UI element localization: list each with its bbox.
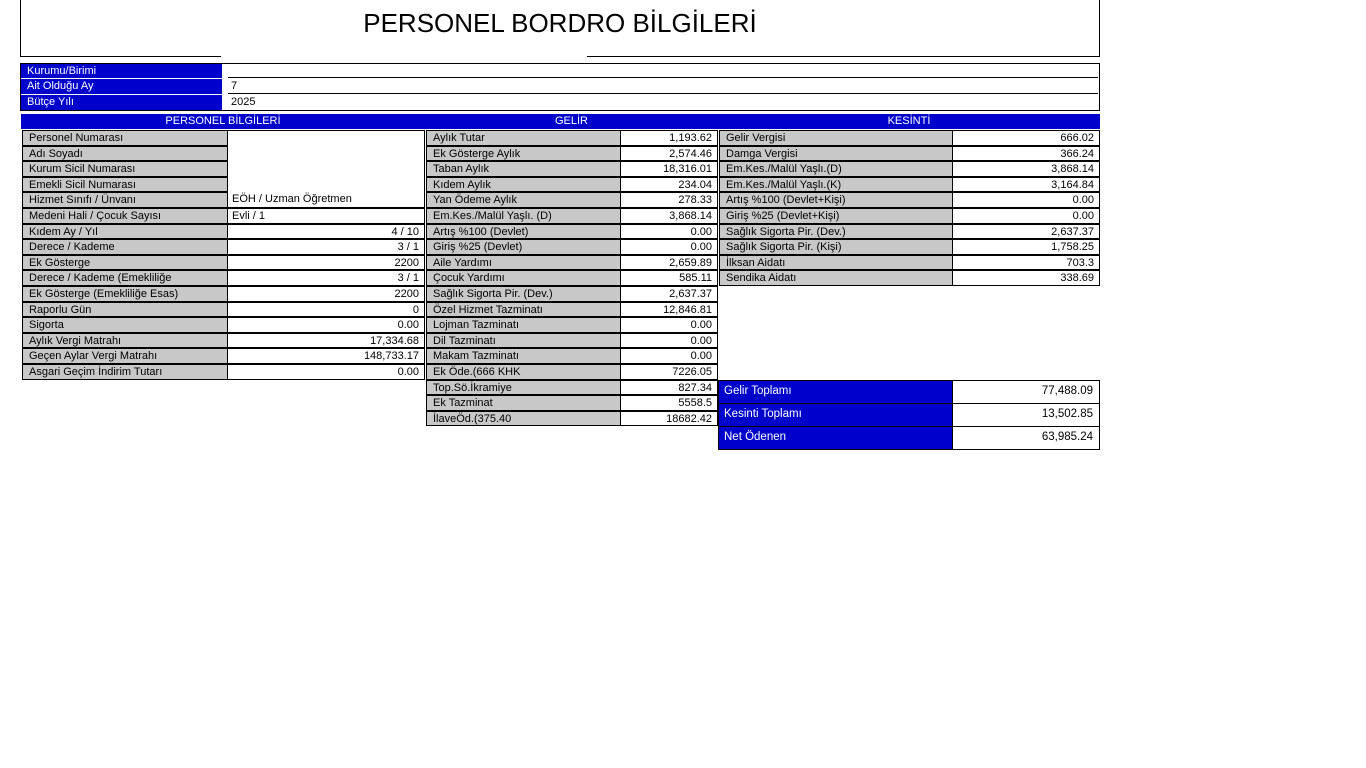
total-value: 13,502.85	[952, 403, 1100, 427]
gelir-row-value: 585.11	[620, 270, 718, 286]
kesinti-row-value: 0.00	[952, 192, 1100, 208]
gelir-row-label: Giriş %25 (Devlet)	[426, 239, 621, 255]
title-frame-gap	[221, 55, 587, 59]
gelir-row-value: 18682.42	[620, 411, 718, 426]
personel-row-label: Ek Gösterge	[22, 255, 228, 270]
ay-label: Ait Olduğu Ay	[21, 79, 222, 94]
gelir-row-value: 0.00	[620, 333, 718, 348]
total-label: Net Ödenen	[718, 426, 953, 450]
kurum-label: Kurumu/Birimi	[21, 64, 222, 78]
personel-row-label: Geçen Aylar Vergi Matrahı	[22, 348, 228, 364]
total-value: 63,985.24	[952, 426, 1100, 450]
kesinti-row-value: 666.02	[952, 130, 1100, 146]
gelir-row-label: Taban Aylık	[426, 161, 621, 177]
gelir-row-label: Ek Gösterge Aylık	[426, 146, 621, 161]
total-label: Kesinti Toplamı	[718, 403, 953, 427]
personel-row-value	[227, 161, 425, 177]
personel-row-label: Medeni Hali / Çocuk Sayısı	[22, 208, 228, 224]
gelir-row-label: Aylık Tutar	[426, 130, 621, 146]
kesinti-row-label: Artış %100 (Devlet+Kişi)	[719, 192, 953, 208]
personel-row-label: Derece / Kademe (Emekliliğe	[22, 270, 228, 286]
gelir-row-value: 0.00	[620, 224, 718, 239]
yil-value: 2025	[231, 96, 256, 108]
personel-row-label: Personel Numarası	[22, 130, 228, 146]
personel-row-label: Sigorta	[22, 317, 228, 333]
personel-row-label: Hizmet Sınıfı / Ünvanı	[22, 192, 228, 208]
kesinti-row-label: Sendika Aidatı	[719, 270, 953, 286]
personel-row-value: 4 / 10	[227, 224, 425, 239]
gelir-row-label: Kıdem Aylık	[426, 177, 621, 192]
personel-row-label: Derece / Kademe	[22, 239, 228, 255]
section-gelir-header: GELİR	[425, 114, 718, 129]
yil-label: Bütçe Yılı	[21, 95, 222, 110]
total-label: Gelir Toplamı	[718, 380, 953, 404]
kesinti-row-label: Em.Kes./Malül Yaşlı.(K)	[719, 177, 953, 192]
kesinti-row-value: 2,637.37	[952, 224, 1100, 239]
page-title: PERSONEL BORDRO BİLGİLERİ	[363, 8, 757, 38]
gelir-row-label: Top.Sö.İkramiye	[426, 380, 621, 395]
personel-row-label: Raporlu Gün	[22, 302, 228, 317]
personel-row-value	[227, 130, 425, 146]
gelir-row-value: 1,193.62	[620, 130, 718, 146]
total-value: 77,488.09	[952, 380, 1100, 404]
personel-row-value: 3 / 1	[227, 270, 425, 286]
gelir-row-value: 278.33	[620, 192, 718, 208]
personel-row-label: Asgari Geçim İndirim Tutarı	[22, 364, 228, 380]
gelir-row-label: Ek Öde.(666 KHK	[426, 364, 621, 380]
personel-row-label: Emekli Sicil Numarası	[22, 177, 228, 192]
personel-row-label: Adı Soyadı	[22, 146, 228, 161]
kesinti-row-value: 366.24	[952, 146, 1100, 161]
section-kesinti-header: KESİNTİ	[718, 114, 1100, 129]
personel-row-value: Evli / 1	[227, 208, 425, 224]
gelir-row-value: 3,868.14	[620, 208, 718, 224]
gelir-row-value: 5558.5	[620, 395, 718, 411]
gelir-row-value: 7226.05	[620, 364, 718, 380]
gelir-row-value: 2,574.46	[620, 146, 718, 161]
gelir-row-label: Em.Kes./Malül Yaşlı. (D)	[426, 208, 621, 224]
gelir-row-label: İlaveÖd.(375.40	[426, 411, 621, 426]
personel-row-label: Ek Gösterge (Emekliliğe Esas)	[22, 286, 228, 302]
section-personel-header: PERSONEL BİLGİLERİ	[21, 114, 425, 129]
gelir-row-value: 0.00	[620, 317, 718, 333]
gelir-row-value: 2,637.37	[620, 286, 718, 302]
gelir-row-label: Özel Hizmet Tazminatı	[426, 302, 621, 317]
personel-row-value: 2200	[227, 286, 425, 302]
kesinti-row-value: 703.3	[952, 255, 1100, 270]
kurum-value	[228, 64, 1098, 78]
personel-row-value: 0	[227, 302, 425, 317]
ay-value: 7	[228, 79, 1098, 94]
personel-row-value	[227, 146, 425, 161]
gelir-row-label: Makam Tazminatı	[426, 348, 621, 364]
gelir-row-label: Lojman Tazminatı	[426, 317, 621, 333]
kesinti-row-value: 0.00	[952, 208, 1100, 224]
gelir-row-label: Artış %100 (Devlet)	[426, 224, 621, 239]
personel-row-value: EÖH / Uzman Öğretmen	[227, 192, 425, 208]
gelir-row-label: Aile Yardımı	[426, 255, 621, 270]
kesinti-row-label: Sağlık Sigorta Pir. (Dev.)	[719, 224, 953, 239]
kesinti-row-label: Sağlık Sigorta Pir. (Kişi)	[719, 239, 953, 255]
gelir-row-label: Dil Tazminatı	[426, 333, 621, 348]
gelir-row-value: 827.34	[620, 380, 718, 395]
kesinti-row-value: 338.69	[952, 270, 1100, 286]
kesinti-row-value: 3,868.14	[952, 161, 1100, 177]
personel-row-value	[227, 177, 425, 192]
gelir-row-value: 0.00	[620, 239, 718, 255]
gelir-row-label: Ek Tazminat	[426, 395, 621, 411]
gelir-row-label: Sağlık Sigorta Pir. (Dev.)	[426, 286, 621, 302]
personel-row-label: Kıdem Ay / Yıl	[22, 224, 228, 239]
kesinti-row-value: 1,758.25	[952, 239, 1100, 255]
personel-row-value: 2200	[227, 255, 425, 270]
personel-row-label: Aylık Vergi Matrahı	[22, 333, 228, 348]
gelir-row-value: 2,659.89	[620, 255, 718, 270]
personel-row-value: 148,733.17	[227, 348, 425, 364]
personel-row-value: 0.00	[227, 317, 425, 333]
kesinti-row-label: Damga Vergisi	[719, 146, 953, 161]
personel-row-value: 3 / 1	[227, 239, 425, 255]
gelir-row-label: Çocuk Yardımı	[426, 270, 621, 286]
kesinti-row-label: Em.Kes./Malül Yaşlı.(D)	[719, 161, 953, 177]
kesinti-row-value: 3,164.84	[952, 177, 1100, 192]
personel-row-label: Kurum Sicil Numarası	[22, 161, 228, 177]
kesinti-row-label: Gelir Vergisi	[719, 130, 953, 146]
gelir-row-label: Yan Ödeme Aylık	[426, 192, 621, 208]
kesinti-row-label: İlksan Aidatı	[719, 255, 953, 270]
gelir-row-value: 234.04	[620, 177, 718, 192]
personel-row-value: 0.00	[227, 364, 425, 380]
gelir-row-value: 18,316.01	[620, 161, 718, 177]
personel-row-value: 17,334.68	[227, 333, 425, 348]
gelir-row-value: 0.00	[620, 348, 718, 364]
kesinti-row-label: Giriş %25 (Devlet+Kişi)	[719, 208, 953, 224]
gelir-row-value: 12,846.81	[620, 302, 718, 317]
